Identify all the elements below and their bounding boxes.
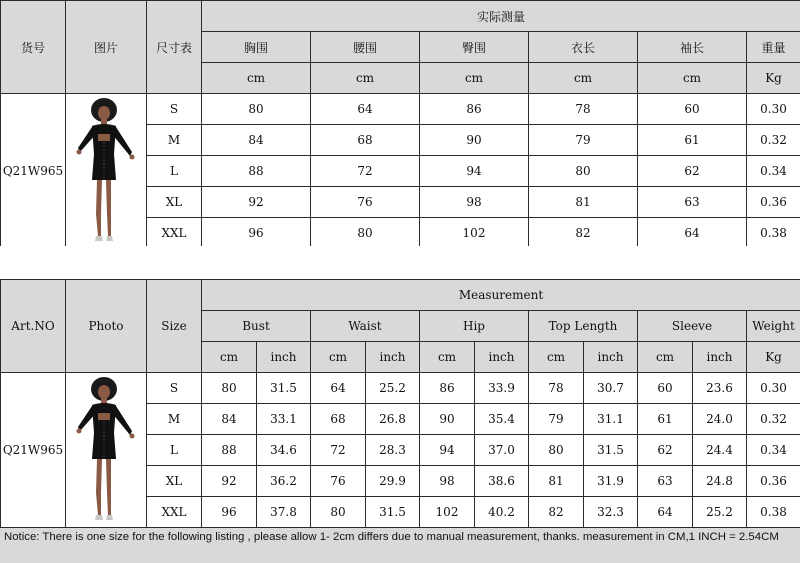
hip-cm-value: 102 <box>420 497 475 528</box>
header-measurement: 实际测量 <box>202 1 800 32</box>
sleeve-value: 63 <box>638 187 747 218</box>
sleeve-cm-value: 62 <box>638 435 693 466</box>
sleeve-inch-value: 24.8 <box>693 466 747 497</box>
top-length-cm-value: 80 <box>529 435 584 466</box>
bust-inch-value: 36.2 <box>257 466 311 497</box>
header-size: 尺寸表 <box>147 1 202 94</box>
sleeve-cm-value: 63 <box>638 466 693 497</box>
hip-cm-value: 98 <box>420 466 475 497</box>
top-length-value: 80 <box>529 156 638 187</box>
bust-value: 88 <box>202 156 311 187</box>
waist-inch-value: 31.5 <box>366 497 420 528</box>
header-photo: 图片 <box>66 1 147 94</box>
size-cell: M <box>147 125 202 156</box>
header-waist: Waist <box>311 311 420 342</box>
hip-inch-value: 37.0 <box>475 435 529 466</box>
size-cell: S <box>147 94 202 125</box>
bust-value: 84 <box>202 125 311 156</box>
top-length-value: 81 <box>529 187 638 218</box>
header-sleeve: 袖长 <box>638 32 747 63</box>
sleeve-inch-value: 25.2 <box>693 497 747 528</box>
header-hip: 臀围 <box>420 32 529 63</box>
unit-cm: cm <box>529 63 638 94</box>
header-size: Size <box>147 280 202 373</box>
waist-cm-value: 64 <box>311 373 366 404</box>
unit-inch: inch <box>475 342 529 373</box>
bust-value: 96 <box>202 218 311 249</box>
size-cell: XL <box>147 187 202 218</box>
weight-value: 0.30 <box>747 373 800 404</box>
sleeve-value: 62 <box>638 156 747 187</box>
notice-text: Notice: There is one size for the following listing , please allow 1- 2cm differs due to manual measurement, thanks. measurement in CM,1 INCH = 2.54CM <box>0 527 800 563</box>
top-length-cm-value: 79 <box>529 404 584 435</box>
waist-cm-value: 80 <box>311 497 366 528</box>
bust-inch-value: 37.8 <box>257 497 311 528</box>
header-bust: Bust <box>202 311 311 342</box>
waist-cm-value: 72 <box>311 435 366 466</box>
waist-cm-value: 76 <box>311 466 366 497</box>
header-top-length: Top Length <box>529 311 638 342</box>
top-length-cm-value: 78 <box>529 373 584 404</box>
weight-value: 0.34 <box>747 156 800 187</box>
product-photo <box>66 94 147 249</box>
size-table-chinese <box>0 0 800 249</box>
unit-cm: cm <box>420 342 475 373</box>
hip-inch-value: 40.2 <box>475 497 529 528</box>
bust-cm-value: 92 <box>202 466 257 497</box>
size-table-english <box>0 279 800 528</box>
dress-model-image <box>70 96 142 246</box>
top-length-value: 78 <box>529 94 638 125</box>
hip-value: 90 <box>420 125 529 156</box>
art-no-value: Q21W965 <box>1 94 66 249</box>
sleeve-cm-value: 64 <box>638 497 693 528</box>
weight-value: 0.36 <box>747 187 800 218</box>
header-art-no: 货号 <box>1 1 66 94</box>
top-length-inch-value: 31.9 <box>584 466 638 497</box>
waist-inch-value: 29.9 <box>366 466 420 497</box>
size-cell: L <box>147 435 202 466</box>
weight-value: 0.38 <box>747 497 800 528</box>
header-hip: Hip <box>420 311 529 342</box>
unit-inch: inch <box>584 342 638 373</box>
size-cell: XXL <box>147 497 202 528</box>
weight-value: 0.36 <box>747 466 800 497</box>
waist-cm-value: 68 <box>311 404 366 435</box>
unit-kg: Kg <box>747 63 800 94</box>
top-length-inch-value: 31.5 <box>584 435 638 466</box>
table-spacer <box>0 246 800 278</box>
sleeve-cm-value: 61 <box>638 404 693 435</box>
hip-cm-value: 86 <box>420 373 475 404</box>
sleeve-cm-value: 60 <box>638 373 693 404</box>
bust-cm-value: 88 <box>202 435 257 466</box>
waist-inch-value: 25.2 <box>366 373 420 404</box>
sleeve-value: 61 <box>638 125 747 156</box>
sleeve-value: 60 <box>638 94 747 125</box>
art-no-value: Q21W965 <box>1 373 66 528</box>
sleeve-inch-value: 23.6 <box>693 373 747 404</box>
unit-inch: inch <box>693 342 747 373</box>
sleeve-inch-value: 24.4 <box>693 435 747 466</box>
weight-value: 0.30 <box>747 94 800 125</box>
size-cell: S <box>147 373 202 404</box>
unit-cm: cm <box>638 63 747 94</box>
size-cell: XL <box>147 466 202 497</box>
unit-cm: cm <box>311 342 366 373</box>
unit-cm: cm <box>638 342 693 373</box>
waist-value: 76 <box>311 187 420 218</box>
unit-cm: cm <box>202 63 311 94</box>
header-weight: 重量 <box>747 32 800 63</box>
unit-inch: inch <box>257 342 311 373</box>
top-length-value: 79 <box>529 125 638 156</box>
top-length-inch-value: 32.3 <box>584 497 638 528</box>
bust-inch-value: 31.5 <box>257 373 311 404</box>
dress-model-image <box>70 375 142 525</box>
product-photo <box>66 373 147 528</box>
hip-value: 98 <box>420 187 529 218</box>
header-weight: Weight <box>747 311 800 342</box>
top-length-cm-value: 81 <box>529 466 584 497</box>
unit-cm: cm <box>202 342 257 373</box>
weight-value: 0.32 <box>747 404 800 435</box>
bust-cm-value: 84 <box>202 404 257 435</box>
header-photo: Photo <box>66 280 147 373</box>
sleeve-inch-value: 24.0 <box>693 404 747 435</box>
unit-cm: cm <box>420 63 529 94</box>
bust-value: 92 <box>202 187 311 218</box>
size-cell: L <box>147 156 202 187</box>
bust-inch-value: 34.6 <box>257 435 311 466</box>
hip-value: 94 <box>420 156 529 187</box>
top-length-inch-value: 31.1 <box>584 404 638 435</box>
header-top-length: 衣长 <box>529 32 638 63</box>
header-sleeve: Sleeve <box>638 311 747 342</box>
size-cell: M <box>147 404 202 435</box>
unit-cm: cm <box>529 342 584 373</box>
header-art-no: Art.NO <box>1 280 66 373</box>
hip-value: 86 <box>420 94 529 125</box>
waist-inch-value: 26.8 <box>366 404 420 435</box>
top-length-cm-value: 82 <box>529 497 584 528</box>
hip-value: 102 <box>420 218 529 249</box>
bust-inch-value: 33.1 <box>257 404 311 435</box>
hip-cm-value: 94 <box>420 435 475 466</box>
waist-value: 80 <box>311 218 420 249</box>
hip-inch-value: 38.6 <box>475 466 529 497</box>
header-waist: 腰围 <box>311 32 420 63</box>
waist-value: 64 <box>311 94 420 125</box>
hip-inch-value: 33.9 <box>475 373 529 404</box>
hip-cm-value: 90 <box>420 404 475 435</box>
size-cell: XXL <box>147 218 202 249</box>
waist-inch-value: 28.3 <box>366 435 420 466</box>
bust-cm-value: 80 <box>202 373 257 404</box>
top-length-inch-value: 30.7 <box>584 373 638 404</box>
top-length-value: 82 <box>529 218 638 249</box>
header-measurement: Measurement <box>202 280 800 311</box>
weight-value: 0.38 <box>747 218 800 249</box>
bust-cm-value: 96 <box>202 497 257 528</box>
hip-inch-value: 35.4 <box>475 404 529 435</box>
waist-value: 68 <box>311 125 420 156</box>
unit-kg: Kg <box>747 342 800 373</box>
unit-cm: cm <box>311 63 420 94</box>
weight-value: 0.32 <box>747 125 800 156</box>
waist-value: 72 <box>311 156 420 187</box>
bust-value: 80 <box>202 94 311 125</box>
weight-value: 0.34 <box>747 435 800 466</box>
sleeve-value: 64 <box>638 218 747 249</box>
unit-inch: inch <box>366 342 420 373</box>
header-bust: 胸围 <box>202 32 311 63</box>
